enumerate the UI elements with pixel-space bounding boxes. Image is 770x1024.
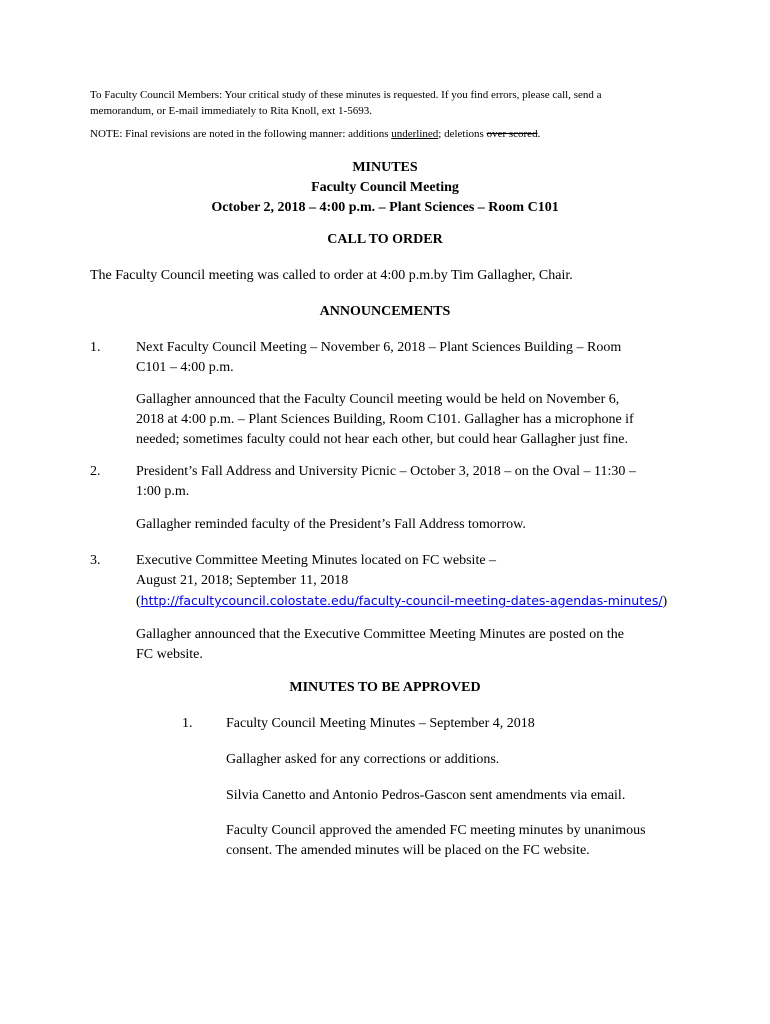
announcement-2-title-line2: 1:00 p.m. [136,484,190,499]
note-underlined: underlined [391,128,439,140]
note-suffix: . [537,128,541,140]
announcement-1-body-line3: needed; sometimes faculty could not hear each other, but could hear Gallagher just fine. [136,432,628,447]
announcement-2-number: 2. [90,464,101,479]
announcement-3-body-line2: FC website. [136,647,203,662]
announcement-3-body [136,625,726,665]
minutes-approval-heading: MINUTES TO BE APPROVED [289,680,481,695]
document-title [60,158,710,218]
announcement-2-title [136,462,726,502]
link-close-paren: ) [662,594,668,609]
announcement-1-body-line2: 2018 at 4:00 p.m. – Plant Sciences Building, Room C101. Gallagher has a microphone if [136,412,634,427]
header-notice [90,87,650,119]
announcement-2-body: Gallagher reminded faculty of the President’s Fall Address tomorrow. [136,517,526,532]
announcement-3-number: 3. [90,553,101,568]
call-to-order-text: The Faculty Council meeting was called to order at 4:00 p.m.by Tim Gallagher, Chair. [90,268,573,283]
header-notice-line1: To Faculty Council Members: Your critical study of these minutes is requested. If you find errors, please call, send a [90,89,602,101]
call-to-order-heading: CALL TO ORDER [327,232,443,247]
announcement-3-body-line1: Gallagher announced that the Executive Committee Meeting Minutes are posted on the [136,627,624,642]
minutes-item-para3-line2: consent. The amended minutes will be placed on the FC website. [226,843,590,858]
minutes-item-number: 1. [182,716,193,731]
minutes-item-para2: Silvia Canetto and Antonio Pedros-Gascon sent amendments via email. [226,788,626,803]
announcement-3-title-line1: Executive Committee Meeting Minutes located on FC website – [136,553,497,568]
header-notice-line2: memorandum, or E-mail immediately to Rita Knoll, ext 1-5693. [90,105,372,117]
announcement-1-body [136,390,726,450]
announcement-1-title-line1: Next Faculty Council Meeting – November 6, 2018 – Plant Sciences Building – Room [136,340,622,355]
announcements-heading: ANNOUNCEMENTS [319,304,451,319]
announcement-1-title-line2: C101 – 4:00 p.m. [136,360,234,375]
note-prefix: NOTE: Final revisions are noted in the following manner: additions [90,128,392,140]
announcement-3-link-line [136,591,726,612]
title-line2: Faculty Council Meeting [311,180,459,195]
note-middle: ; deletions [438,128,487,140]
minutes-item-para1: Gallagher asked for any corrections or additions. [226,752,500,767]
announcement-2-title-line1: President’s Fall Address and University Picnic – October 3, 2018 – on the Oval – 11:30 – [136,464,636,479]
announcement-3-title-line2: August 21, 2018; September 11, 2018 [136,573,349,588]
announcement-3-title [136,551,726,612]
title-line1: MINUTES [352,160,418,175]
minutes-item-title: Faculty Council Meeting Minutes – September 4, 2018 [226,716,535,731]
note-struck: over scored [486,128,538,140]
announcement-1-title [136,338,726,378]
announcement-1-number: 1. [90,340,101,355]
minutes-item-para3-line1: Faculty Council approved the amended FC meeting minutes by unanimous [226,823,646,838]
revision-note [90,126,650,142]
link-open-paren: ( [136,594,141,609]
minutes-item-para3 [226,821,706,861]
title-line3: October 2, 2018 – 4:00 p.m. – Plant Sciences – Room C101 [211,200,559,215]
announcement-1-body-line1: Gallagher announced that the Faculty Council meeting would be held on November 6, [136,392,620,407]
fc-website-link[interactable]: http://facultycouncil.colostate.edu/faculty-council-meeting-dates-agendas-minutes/ [140,593,663,608]
